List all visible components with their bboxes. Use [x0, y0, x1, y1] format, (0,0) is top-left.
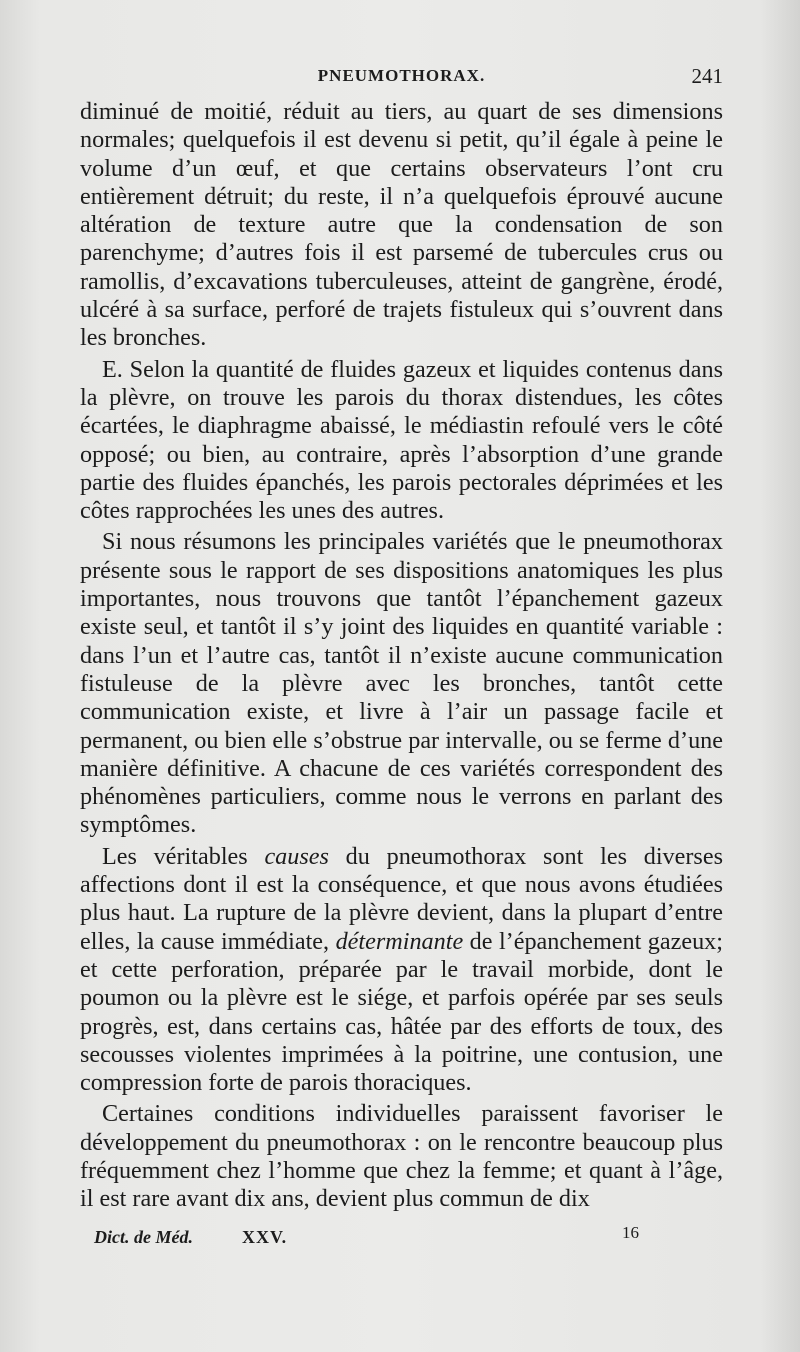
body-text — [80, 98, 723, 1214]
paragraph-p2 — [80, 356, 723, 526]
footer-volume: XXV. — [242, 1227, 288, 1247]
text-run: du pneumothorax sont les diverses affections dont il est la conséquence, et que nous avons étudiées plus haut. La rupture de la plèvre devient, dans la plupart d’entre elles, la cause immédiate, — [80, 842, 723, 955]
paragraph-p3 — [80, 528, 723, 839]
running-head — [80, 66, 723, 96]
paragraph-p4 — [80, 843, 723, 1098]
running-title: PNEUMOTHORAX. — [317, 66, 486, 85]
text-run: Les véritables — [102, 842, 265, 870]
page-number: 241 — [691, 64, 723, 88]
text-run: de l’épanchement gazeux; et cette perforation, préparée par le travail morbide, dont le poumon ou la plèvre est le siége, et parfois opérée par ses seuls progrès, est, dans certains cas, hâtée par des efforts de toux, des secousses violentes imprimées à la poitrine, une contusion, une compression forte de parois thoraciques. — [80, 927, 723, 1097]
italic-term-causes: causes — [264, 842, 329, 870]
paragraph-p1 — [80, 98, 723, 353]
italic-term-determinante: déterminante — [335, 927, 464, 955]
page-footer — [80, 1223, 723, 1253]
text-run: diminué de moitié, réduit au tiers, au quart de ses dimensions normales; quelquefois il est devenu si petit, qu’il égale à peine le volume d’un œuf, et que certains observateurs l’ont cru entièrement détruit; du reste, il n’a quelquefois éprouvé aucune altération de texture autre que la condensation de son parenchyme; d’autres fois il est parsemé de tubercules crus ou ramollis, d’excavations tuberculeuses, atteint de gangrène, érodé, ulcéré à sa surface, perforé de trajets fistuleux qui s’ouvrent dans les bronches. — [80, 98, 723, 352]
paragraph-p5 — [80, 1100, 723, 1213]
footer-sheet-number: 16 — [622, 1223, 639, 1242]
text-run: Certaines conditions individuelles paraissent favoriser le développement du pneumothorax : on le rencontre beaucoup plus fréquemment chez l’homme que chez la femme; et quant à l’âge, il est rare avant dix ans, devient plus commun de dix — [80, 1100, 723, 1213]
footer-signature: Dict. de Méd. — [94, 1227, 193, 1247]
text-run: Si nous résumons les principales variétés que le pneumothorax présente sous le rapport de ses dispositions anatomiques les plus importantes, nous trouvons que tantôt l’épanchement gazeux existe seul, et tantôt il s’y joint des liquides en quantité variable : dans l’un et l’autre cas, tantôt il n’existe aucune communication fistuleuse de la plèvre avec les bronches, tantôt cette communication existe, et livre à l’air un passage facile et permanent, ou bien elle s’obstrue par intervalle, ou se ferme d’une manière définitive. A chacune de ces variétés correspondent des phénomènes particuliers, comme nous le verrons en parlant des symptômes. — [80, 528, 723, 839]
text-run: E. Selon la quantité de fluides gazeux et liquides contenus dans la plèvre, on trouve les parois du thorax distendues, les côtes écartées, le diaphragme abaissé, le médiastin refoulé vers le côté opposé; ou bien, au contraire, après l’absorption d’une grande partie des fluides épanchés, les parois pectorales déprimées et les côtes rapprochées les unes des autres. — [80, 355, 723, 525]
